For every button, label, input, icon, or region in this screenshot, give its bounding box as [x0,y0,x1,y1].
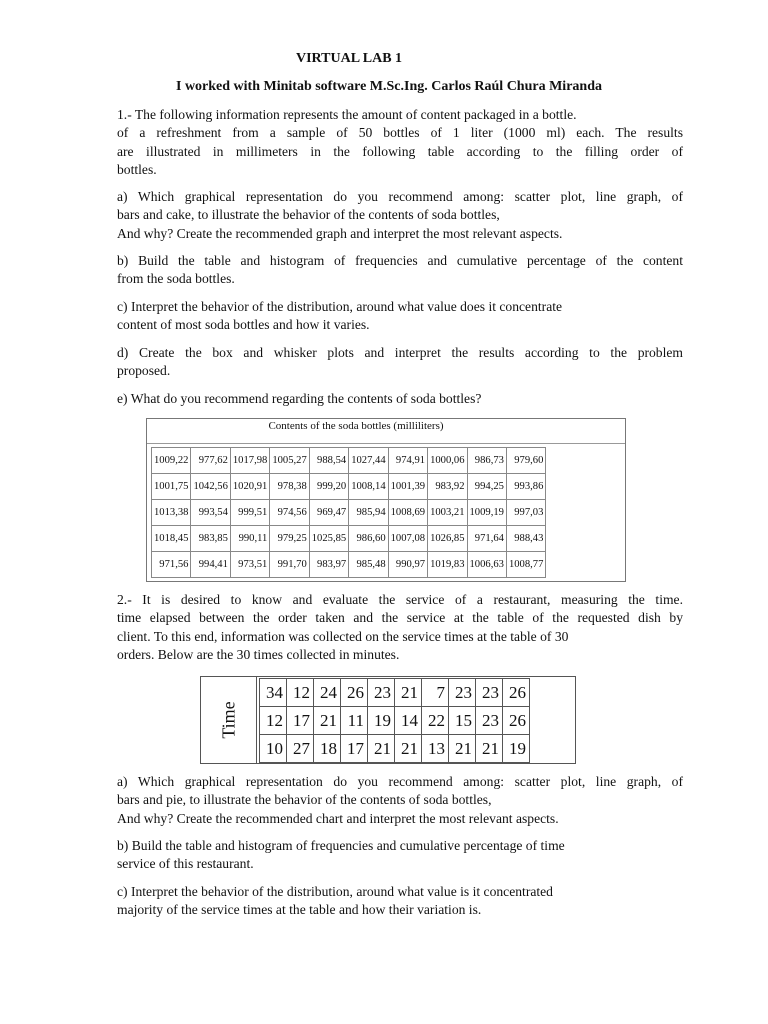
table-cell: 1000,06 [428,448,467,474]
table-cell: 1001,75 [152,474,191,500]
table-cell: 993,86 [506,474,545,500]
text-line: of a refreshment from a sample of 50 bottles of 1 liter (1000 ml) each. The results [117,125,683,141]
table-cell: 34 [260,679,287,707]
problem1-question-b [117,252,683,289]
text-line: are illustrated in millimeters in the following table according to the filling order of [117,143,683,159]
table-row [260,735,530,763]
table-row [260,707,530,735]
table-cell: 22 [422,707,449,735]
table-cell: 988,43 [506,526,545,552]
title-text: VIRTUAL LAB 1 [295,51,403,66]
table-cell: 1025,85 [309,526,348,552]
table-cell: 973,51 [230,552,269,578]
text-line: c) Interpret the behavior of the distribution, around what value is it concentrated [117,884,553,899]
table-cell: 1009,19 [467,500,506,526]
time-data-grid [259,678,530,763]
table-cell: 23 [476,679,503,707]
table-cell: 23 [368,679,395,707]
text-line: 2.- It is desired to know and evaluate the service of a restaurant, measuring the time. [117,592,683,607]
table-caption [147,419,625,444]
table-cell: 983,97 [309,552,348,578]
problem2-question-b [117,837,683,874]
text-line: And why? Create the recommended chart and interpret the most relevant aspects. [117,810,559,826]
table-cell: 1006,63 [467,552,506,578]
table-cell: 1008,77 [506,552,545,578]
table-cell: 1008,14 [349,474,388,500]
text-line: bars and cake, to illustrate the behavior of the contents of soda bottles, [117,207,500,223]
table-cell: 979,25 [270,526,309,552]
table-cell: 1018,45 [152,526,191,552]
table-row [152,526,546,552]
table-cell: 978,38 [270,474,309,500]
table-cell: 1001,39 [388,474,427,500]
text-line: content of most soda bottles and how it varies. [117,317,370,333]
table-cell: 27 [287,735,314,763]
table-row [152,474,546,500]
table-cell: 994,41 [191,552,230,578]
table-row [152,552,546,578]
table-cell: 19 [503,735,530,763]
table-cell: 26 [503,707,530,735]
table-cell: 1007,08 [388,526,427,552]
table-cell: 990,97 [388,552,427,578]
soda-data-grid [151,447,546,578]
text-line: e) What do you recommend regarding the contents of soda bottles? [117,391,482,406]
table-cell: 999,20 [309,474,348,500]
text-line: from the soda bottles. [117,271,235,287]
time-label: Time [218,701,238,739]
service-time-table [200,676,576,764]
table-cell: 12 [287,679,314,707]
table-cell: 993,54 [191,500,230,526]
table-cell: 21 [314,707,341,735]
text-line: 1.- The following information represents the amount of content packaged in a bottle. [117,107,577,122]
table-cell: 994,25 [467,474,506,500]
problem2-intro [117,591,683,664]
problem2-question-c [117,883,683,920]
text-line: orders. Below are the 30 times collected in minutes. [117,646,400,662]
table-cell: 1017,98 [230,448,269,474]
table-cell: 21 [449,735,476,763]
table-cell: 21 [476,735,503,763]
table-cell: 1005,27 [270,448,309,474]
table-cell: 1013,38 [152,500,191,526]
table-cell: 971,64 [467,526,506,552]
table-cell: 17 [341,735,368,763]
table-cell: 1019,83 [428,552,467,578]
table-cell: 1008,69 [388,500,427,526]
table-cell: 977,62 [191,448,230,474]
text-line: c) Interpret the behavior of the distribution, around what value does it concentrate [117,299,563,314]
table-cell: 26 [341,679,368,707]
table-cell: 1009,22 [152,448,191,474]
table-cell: 24 [314,679,341,707]
table-cell: 18 [314,735,341,763]
table-cell: 19 [368,707,395,735]
table-cell: 991,70 [270,552,309,578]
table-cell: 983,85 [191,526,230,552]
table-cell: 23 [449,679,476,707]
table-cell: 13 [422,735,449,763]
text-line: proposed. [117,363,171,379]
text-line: majority of the service times at the table and how their variation is. [117,902,482,918]
table-cell: 7 [422,679,449,707]
problem1-question-d [117,344,683,381]
table-cell: 21 [368,735,395,763]
text-line: service of this restaurant. [117,856,254,872]
table-cell: 986,73 [467,448,506,474]
subtitle-text: I worked with Minitab software M.Sc.Ing. Carlos Raúl Chura Miranda [176,79,602,94]
table-cell: 1042,56 [191,474,230,500]
problem1-question-e [117,390,683,408]
table-cell: 971,56 [152,552,191,578]
table-cell: 1020,91 [230,474,269,500]
table-cell: 990,11 [230,526,269,552]
table-cell: 23 [476,707,503,735]
table-cell: 988,54 [309,448,348,474]
text-line: b) Build the table and histogram of frequencies and cumulative percentage of time [117,838,565,853]
table-cell: 1027,44 [349,448,388,474]
table-cell: 10 [260,735,287,763]
table-cell: 979,60 [506,448,545,474]
table-cell: 17 [287,707,314,735]
table-cell: 21 [395,679,422,707]
soda-contents-table [146,418,626,582]
table-cell: 14 [395,707,422,735]
text-line: time elapsed between the order taken and the service at the table of the requested dish by [117,610,683,626]
table-cell: 985,48 [349,552,388,578]
table-cell: 26 [503,679,530,707]
text-line: And why? Create the recommended graph and interpret the most relevant aspects. [117,225,563,241]
table-cell: 12 [260,707,287,735]
table-cell: 11 [341,707,368,735]
table-cell: 986,60 [349,526,388,552]
table-row [260,679,530,707]
table-row [152,448,546,474]
text-line: bars and pie, to illustrate the behavior of the contents of soda bottles, [117,792,492,808]
document-title [0,51,768,67]
table-cell: 21 [395,735,422,763]
text-line: a) Which graphical representation do you recommend among: scatter plot, line graph, of [117,774,683,789]
text-line: bottles. [117,161,157,177]
problem1-question-a [117,188,683,243]
text-line: client. To this end, information was collected on the service times at the table of 30 [117,628,569,644]
text-line: d) Create the box and whisker plots and interpret the results according to the problem [117,345,683,360]
caption-text: Contents of the soda bottles (milliliters) [268,420,444,432]
table-cell: 983,92 [428,474,467,500]
document-subtitle [0,79,768,95]
table-row [152,500,546,526]
problem1-question-c [117,298,683,335]
table-cell: 997,03 [506,500,545,526]
table-cell: 1026,85 [428,526,467,552]
table-cell: 969,47 [309,500,348,526]
table-cell: 999,51 [230,500,269,526]
table-cell: 974,91 [388,448,427,474]
problem2-question-a [117,773,683,828]
table-cell: 15 [449,707,476,735]
table-cell: 985,94 [349,500,388,526]
time-label-cell [201,677,257,763]
problem1-intro [117,106,683,179]
text-line: a) Which graphical representation do you recommend among: scatter plot, line graph, of [117,189,683,204]
text-line: b) Build the table and histogram of frequencies and cumulative percentage of the content [117,253,683,268]
table-cell: 1003,21 [428,500,467,526]
table-cell: 974,56 [270,500,309,526]
